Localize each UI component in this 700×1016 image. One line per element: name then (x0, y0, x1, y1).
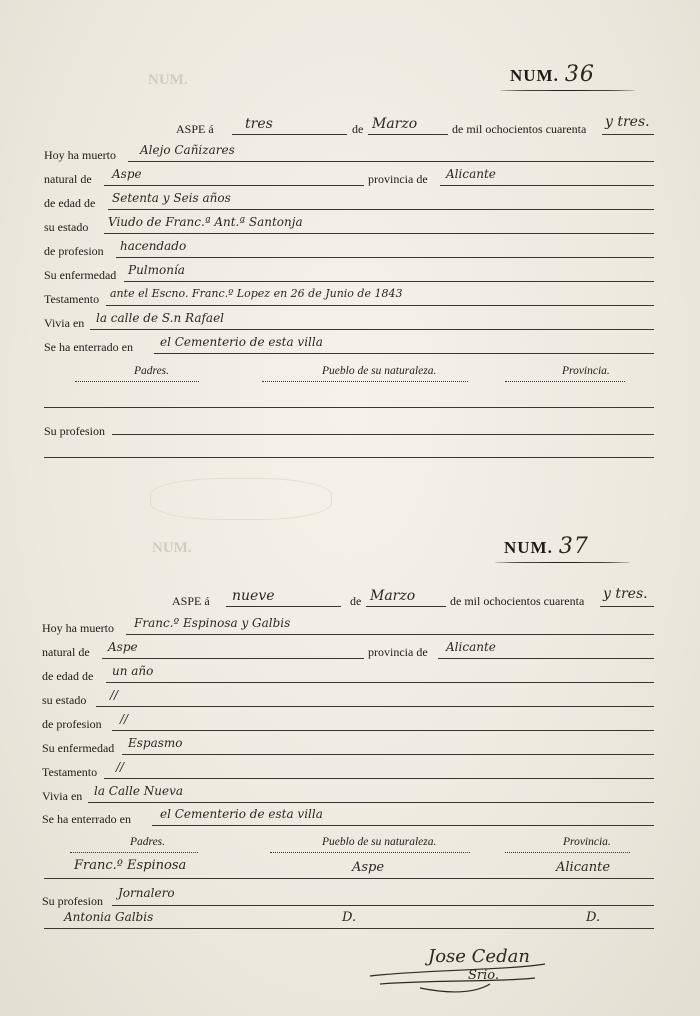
estado-line (96, 706, 654, 707)
died-line (126, 634, 654, 635)
num-label: NUM. (504, 538, 553, 557)
provincia-label: provincia de (368, 172, 428, 186)
su-profesion-label: Su profesion (42, 894, 103, 908)
testamento-label: Testamento (42, 765, 98, 779)
padres-header: Padres. (130, 836, 166, 848)
provincia-dots (505, 852, 630, 853)
vivia-value: la Calle Nueva (94, 784, 183, 798)
record-number (504, 534, 589, 559)
aspe-label: ASPE á (172, 594, 210, 608)
year-label: de mil ochocientos cuarenta (452, 122, 587, 136)
died-line (128, 161, 654, 162)
provincia-header: Provincia. (562, 365, 610, 377)
signature-rubric (360, 940, 560, 1000)
profesion-line (116, 257, 654, 258)
profesion-label: de profesion (44, 244, 104, 258)
enfermedad-line (124, 281, 654, 282)
month-value: Marzo (372, 116, 418, 132)
mother-line (44, 928, 654, 929)
provincia-header: Provincia. (563, 836, 611, 848)
vivia-line (90, 329, 654, 330)
died-label: Hoy ha muerto (44, 148, 116, 162)
provincia-line (440, 185, 654, 186)
year-line (602, 134, 654, 135)
pueblo-dots (270, 852, 470, 853)
month-line (368, 134, 448, 135)
day-line (226, 606, 341, 607)
provincia-label: provincia de (368, 645, 428, 659)
provincia-dots (505, 381, 625, 382)
estado-value: Viudo de Franc.ª Ant.ª Santonja (108, 215, 303, 229)
de-label: de (352, 122, 364, 136)
day-line (232, 134, 347, 135)
mother-province: D. (586, 910, 601, 925)
num-flourish (500, 90, 635, 92)
enfermedad-label: Su enfermedad (42, 741, 115, 755)
ghost-num-1: NUM. (148, 72, 188, 88)
padres-dots (75, 381, 199, 382)
estado-value: // (110, 688, 119, 702)
died-value: Alejo Cañizares (140, 143, 235, 157)
year-value: y tres. (603, 586, 648, 602)
died-value: Franc.º Espinosa y Galbis (134, 616, 291, 630)
edad-line (106, 682, 654, 683)
num-value: 36 (564, 62, 595, 87)
enfermedad-label: Su enfermedad (44, 268, 117, 282)
provincia-value: Alicante (446, 167, 496, 181)
natural-line (102, 658, 364, 659)
edad-label: de edad de (44, 196, 96, 210)
father-line (44, 407, 654, 408)
profesion-label: de profesion (42, 717, 102, 731)
su-profesion-line (112, 434, 654, 435)
profesion-value: hacendado (120, 239, 187, 253)
testamento-value: ante el Escno. Franc.º Lopez en 26 de Junio de 1843 (110, 287, 403, 300)
father-province: Alicante (556, 860, 611, 875)
father-name: Franc.º Espinosa (74, 858, 187, 873)
padres-header: Padres. (134, 365, 170, 377)
edad-value: un año (112, 664, 154, 678)
signature-block (360, 940, 560, 1000)
natural-value: Aspe (108, 640, 138, 654)
enterrado-line (154, 353, 654, 354)
su-profesion-label: Su profesion (44, 424, 105, 438)
year-label: de mil ochocientos cuarenta (450, 594, 585, 608)
vivia-line (88, 802, 654, 803)
num-label: NUM. (510, 66, 559, 85)
month-value: Marzo (370, 588, 416, 604)
padres-dots (70, 852, 198, 853)
estado-label: su estado (44, 220, 89, 234)
father-town: Aspe (352, 860, 385, 875)
profesion-value: // (120, 712, 129, 726)
pueblo-header: Pueblo de su naturaleza. (322, 365, 437, 377)
vivia-label: Vivia en (44, 316, 85, 330)
testamento-label: Testamento (44, 292, 100, 306)
signature-name: Jose Cedan (428, 946, 530, 967)
ghost-flourish (150, 478, 332, 520)
enterrado-line (152, 825, 654, 826)
enfermedad-value: Espasmo (128, 736, 183, 750)
edad-line (108, 209, 654, 210)
mother-name: Antonia Galbis (64, 910, 154, 924)
natural-value: Aspe (112, 167, 142, 181)
num-value: 37 (558, 534, 589, 559)
su-profesion-value: Jornalero (118, 886, 175, 900)
enfermedad-value: Pulmonía (128, 263, 185, 277)
died-label: Hoy ha muerto (42, 621, 114, 635)
day-value: tres (245, 116, 273, 132)
pueblo-dots (262, 381, 468, 382)
provincia-value: Alicante (446, 640, 496, 654)
estado-line (104, 233, 654, 234)
natural-label: natural de (42, 645, 90, 659)
father-line (44, 878, 654, 879)
testamento-line (106, 305, 654, 306)
month-line (366, 606, 446, 607)
estado-label: su estado (42, 693, 87, 707)
enterrado-label: Se ha enterrado en (42, 812, 131, 826)
year-line (600, 606, 654, 607)
de-label: de (350, 594, 362, 608)
ghost-num-2: NUM. (152, 540, 192, 556)
enterrado-label: Se ha enterrado en (44, 340, 133, 354)
year-value: y tres. (605, 114, 650, 130)
testamento-value: // (116, 760, 125, 774)
aspe-label: ASPE á (176, 122, 214, 136)
vivia-label: Vivia en (42, 789, 83, 803)
day-value: nueve (232, 588, 275, 604)
su-profesion-line (112, 905, 654, 906)
natural-line (104, 185, 364, 186)
record-number (510, 62, 595, 87)
provincia-line (438, 658, 654, 659)
testamento-line (104, 778, 654, 779)
natural-label: natural de (44, 172, 92, 186)
enfermedad-line (122, 754, 654, 755)
signature-title: Srio. (468, 968, 500, 983)
mother-line (44, 457, 654, 458)
edad-value: Setenta y Seis años (112, 191, 231, 205)
num-flourish (495, 562, 630, 564)
enterrado-value: el Cementerio de esta villa (160, 335, 323, 349)
enterrado-value: el Cementerio de esta villa (160, 807, 323, 821)
vivia-value: la calle de S.n Rafael (96, 311, 225, 325)
profesion-line (112, 730, 654, 731)
pueblo-header: Pueblo de su naturaleza. (322, 836, 437, 848)
mother-town: D. (342, 910, 357, 925)
edad-label: de edad de (42, 669, 94, 683)
